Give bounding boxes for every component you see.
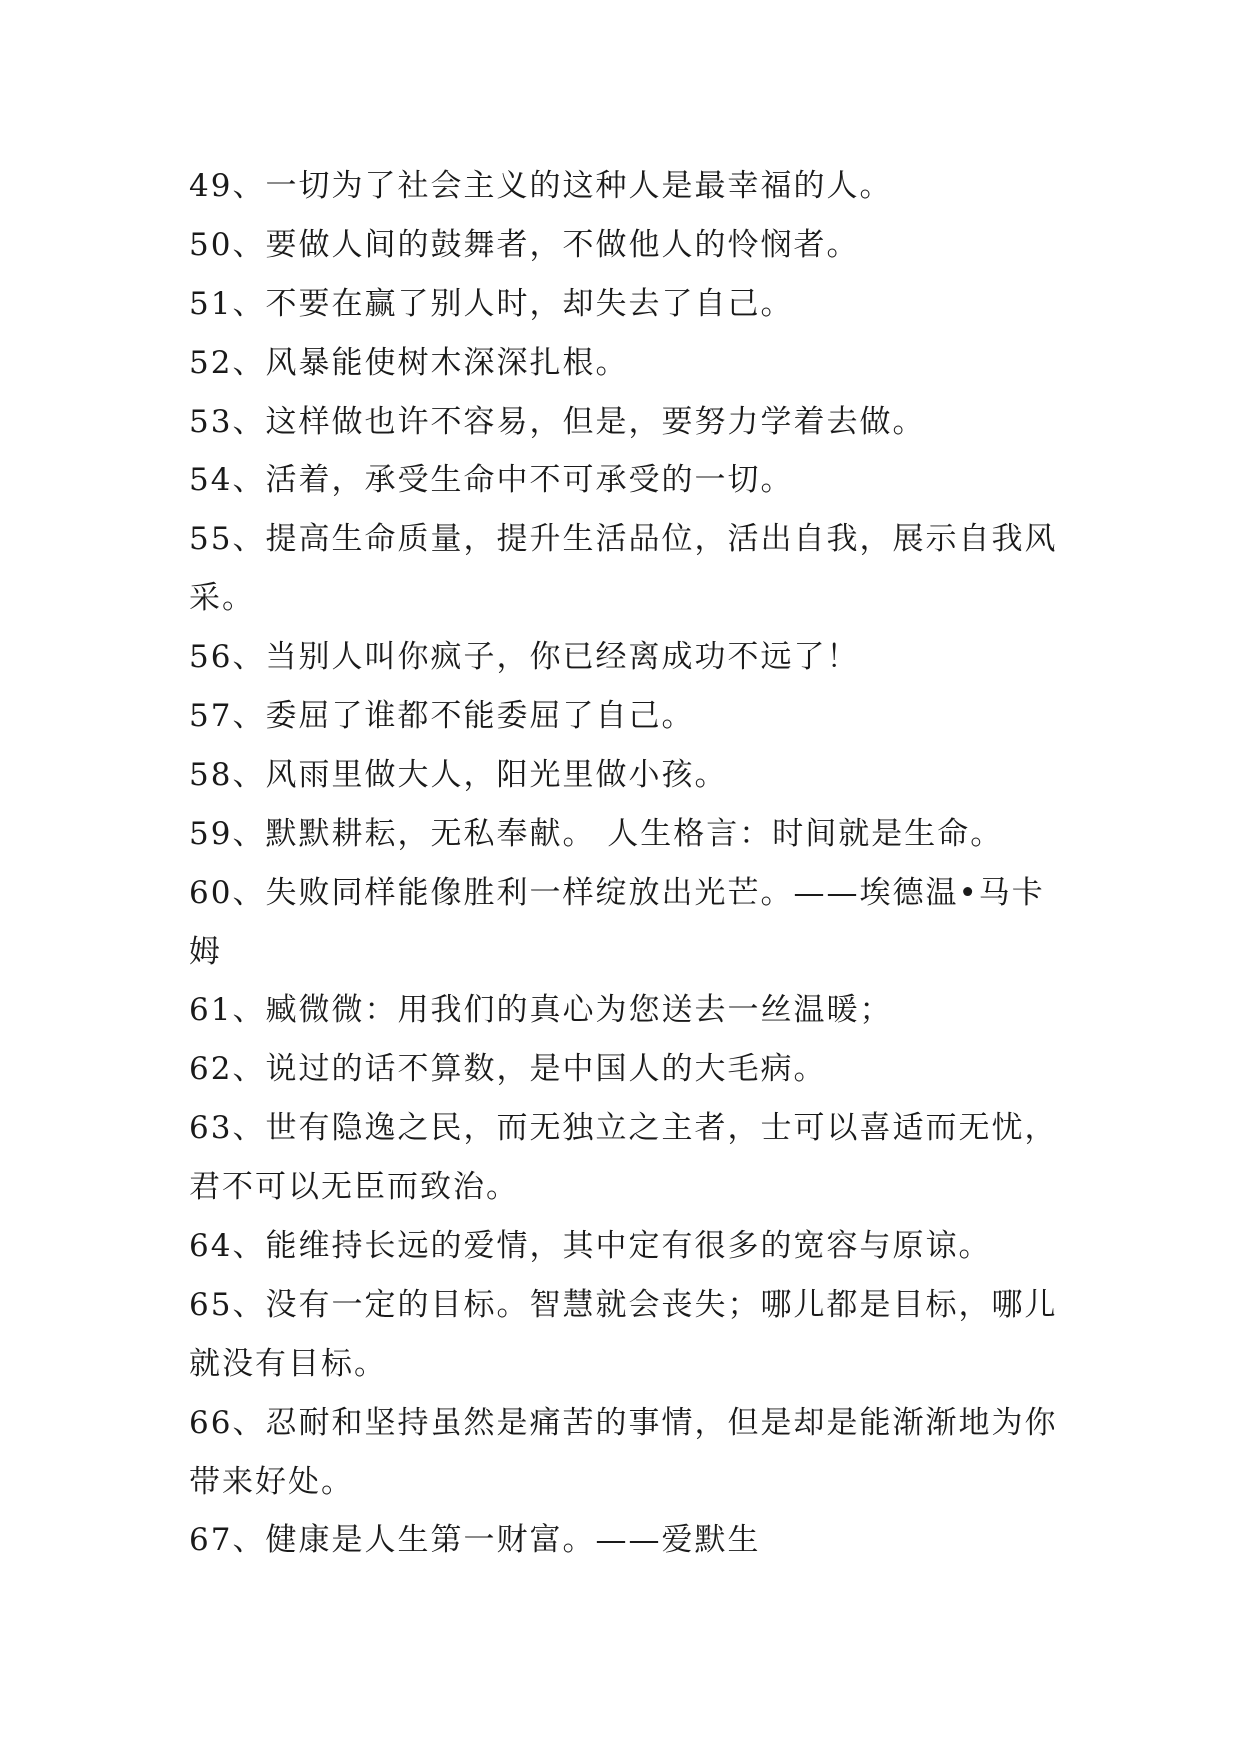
text-line: 51、不要在赢了别人时，却失去了自己。 (189, 285, 794, 322)
text-line: 56、当别人叫你疯子，你已经离成功不远了！ (189, 639, 860, 676)
text-line: 就没有目标。 (189, 1345, 387, 1382)
text-line: 52、风暴能使树木深深扎根。 (189, 344, 629, 381)
text-line: 49、一切为了社会主义的这种人是最幸福的人。 (189, 168, 893, 204)
text-line: 65、没有一定的目标。智慧就会丧失；哪儿都是目标，哪儿 (189, 1286, 1058, 1323)
text-line: 66、忍耐和坚持虽然是痛苦的事情，但是却是能渐渐地为你 (189, 1404, 1058, 1441)
text-line: 带来好处。 (189, 1463, 354, 1500)
text-line: 55、提高生命质量，提升生活品位，活出自我，展示自我风 (189, 521, 1058, 558)
text-line: 53、这样做也许不容易，但是，要努力学着去做。 (189, 403, 926, 440)
text-line: 采。 (189, 580, 255, 617)
document-body (189, 157, 1059, 1570)
text-line: 50、要做人间的鼓舞者，不做他人的怜悯者。 (189, 226, 860, 263)
text-line: 59、默默耕耘，无私奉献。 人生格言：时间就是生命。 (189, 815, 1004, 852)
text-line: 62、说过的话不算数，是中国人的大毛病。 (189, 1051, 827, 1088)
text-line: 君不可以无臣而致治。 (189, 1169, 519, 1206)
text-line: 57、委屈了谁都不能委屈了自己。 (189, 698, 695, 735)
text-line: 67、健康是人生第一财富。——爱默生 (189, 1522, 761, 1559)
text-line: 60、失败同样能像胜利一样绽放出光芒。——埃德温•马卡 (189, 874, 1045, 911)
text-line: 61、臧微微：用我们的真心为您送去一丝温暖； (189, 992, 893, 1029)
text-line: 63、世有隐逸之民，而无独立之主者，士可以喜适而无忧， (189, 1110, 1058, 1147)
text-line: 姆 (189, 933, 222, 970)
text-line: 58、风雨里做大人，阳光里做小孩。 (189, 756, 728, 793)
text-line: 64、能维持长远的爱情，其中定有很多的宽容与原谅。 (189, 1228, 992, 1265)
text-line: 54、活着，承受生命中不可承受的一切。 (189, 462, 794, 499)
